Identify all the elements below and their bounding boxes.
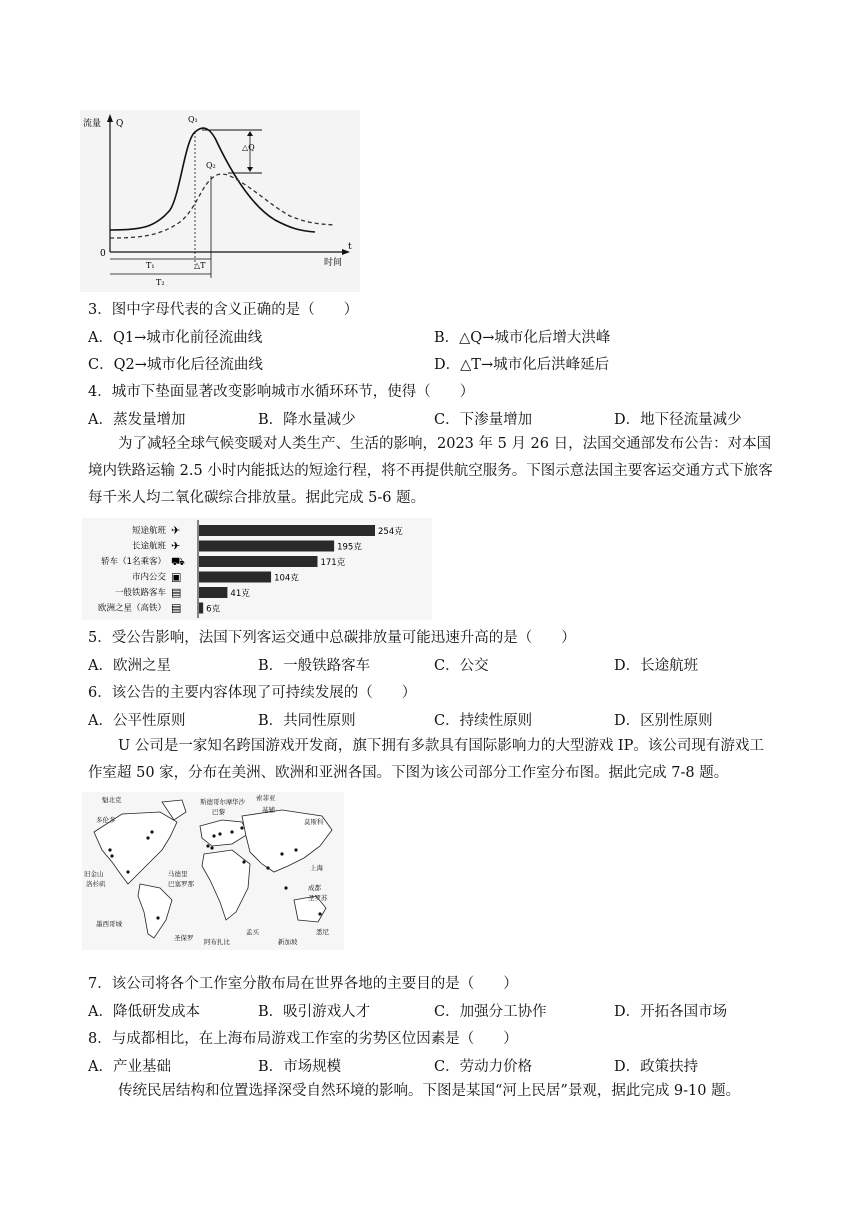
question-4-stem: 4．城市下垫面显著改变影响城市水循环环节，使得（ ） — [88, 384, 475, 400]
city-label: 上海 — [310, 864, 323, 872]
q3-option-a: A．Q1→城市化前径流曲线 — [88, 330, 263, 346]
q7-option-b: B．吸引游戏人才 — [258, 1004, 371, 1020]
q4-option-a: A．蒸发量增加 — [88, 412, 186, 428]
bar-value-label: 6克 — [206, 604, 221, 615]
q7-option-a: A．降低研发成本 — [88, 1004, 200, 1020]
city-label: 成都 — [308, 884, 321, 892]
city-label: 圣罗苏 — [308, 894, 328, 902]
city-label: 墨西哥城 — [96, 920, 122, 928]
bar-value-label: 195克 — [337, 542, 362, 553]
q6-option-a: A．公平性原则 — [88, 713, 186, 729]
bar — [199, 572, 271, 583]
t1-label: T₁ — [146, 261, 155, 270]
y-axis-label: 流量 — [83, 119, 102, 129]
bar-category-label: 欧洲之星（高铁） — [97, 603, 166, 614]
bus-icon: ▣ — [171, 570, 182, 584]
question-7-stem: 7．该公司将各个工作室分散布局在世界各地的主要目的是（ ） — [88, 976, 518, 992]
city-label: 巴黎 — [212, 808, 225, 816]
intro-7-8: U 公司是一家知名跨国游戏开发商，旗下拥有多款具有国际影响力的大型游戏 IP。该公司现有游戏工作室超 50 家，分布在美洲、欧洲和亚洲各国。下图为该公司部分工作室分布图。据此完成 7-8 题。 — [88, 738, 764, 781]
delta-t-label: △T — [194, 261, 206, 270]
question-6-stem: 6．该公告的主要内容体现了可持续发展的（ ） — [88, 685, 417, 701]
city-label: 华沙 — [232, 798, 245, 806]
bar — [199, 556, 317, 567]
q6-option-c: C．持续性原则 — [434, 713, 533, 729]
x-axis-label: 时间 — [324, 258, 343, 268]
bar-value-label: 171克 — [320, 558, 346, 568]
intro-5-6: 为了减轻全球气候变暖对人类生产、生活的影响，2023 年 5 月 26 日，法国交通部发布公告：对本国境内铁路运输 2.5 小时内能抵达的短途行程，将不再提供航空服务。下图示意法国主要客运交通方式下旅客每千米人均二氧化碳综合排放量。据此完成 5-6 题。 — [88, 436, 773, 506]
origin-label: 0 — [100, 249, 106, 259]
city-label: 马德里 — [168, 870, 188, 878]
city-label: 悉尼 — [316, 928, 329, 936]
city-label: 圣保罗 — [174, 934, 194, 942]
bar-value-label: 41克 — [230, 589, 250, 599]
city-label: 旧金山 — [84, 870, 104, 878]
train-icon: ▤ — [171, 586, 182, 599]
city-label: 新加坡 — [278, 938, 298, 946]
bar-value-label: 254克 — [378, 527, 403, 537]
city-label: 孟买 — [246, 928, 259, 936]
bar-category-label: 轿车（1名乘客） — [101, 557, 166, 567]
airplane-icon: ✈ — [171, 524, 181, 537]
bar-category-label: 短途航班 — [131, 526, 166, 536]
q5-option-a: A．欧洲之星 — [88, 658, 171, 674]
q5-option-b: B．一般铁路客车 — [258, 658, 371, 674]
bar — [199, 587, 227, 598]
question-8-stem: 8．与成都相比，在上海布局游戏工作室的劣势区位因素是（ ） — [88, 1031, 518, 1047]
bar — [199, 525, 375, 536]
bar-category-label: 长途航班 — [131, 541, 166, 552]
runoff-hydrograph — [80, 110, 360, 292]
delta-q-label: △Q — [242, 143, 255, 152]
bar-category-label: 市内公交 — [131, 572, 166, 583]
city-label: 巴塞罗那 — [168, 880, 194, 888]
studio-world-map — [82, 792, 344, 950]
q8-option-a: A．产业基础 — [88, 1059, 171, 1075]
bar — [199, 603, 203, 614]
co2-emission-bar-chart — [82, 518, 432, 620]
city-label: 基辅 — [262, 806, 275, 814]
q3-option-d: D．△T→城市化后洪峰延后 — [434, 357, 610, 373]
q4-option-d: D．地下径流量减少 — [614, 412, 742, 428]
city-label: 索菲亚 — [256, 794, 276, 802]
q7-option-c: C．加强分工协作 — [434, 1004, 547, 1020]
bar — [199, 541, 334, 552]
q6-option-b: B．共同性原则 — [258, 713, 356, 729]
high-speed-train-icon: ▤ — [171, 601, 182, 615]
intro-9-10: 传统民居结构和位置选择深受自然环境的影响。下图是某国“河上民居”景观，据此完成 9-10 题。 — [118, 1083, 741, 1099]
q3-option-c: C．Q2→城市化后径流曲线 — [88, 357, 263, 373]
y-symbol: Q — [116, 119, 124, 129]
q2-label: Q₂ — [206, 161, 216, 170]
question-3-stem: 3．图中字母代表的含义正确的是（ ） — [88, 302, 359, 318]
q1-label: Q₁ — [188, 115, 198, 124]
q5-option-c: C．公交 — [434, 658, 489, 674]
city-label: 洛杉矶 — [86, 880, 106, 888]
airplane-icon: ✈ — [171, 539, 181, 553]
q6-option-d: D．区别性原则 — [614, 713, 713, 729]
x-symbol: t — [348, 242, 352, 252]
city-label: 多伦多 — [96, 816, 116, 824]
q8-option-d: D．政策扶持 — [614, 1059, 699, 1075]
car-icon: ⛟ — [171, 555, 185, 568]
city-label: 阿布扎比 — [204, 938, 230, 946]
q5-option-d: D．长途航班 — [614, 658, 699, 674]
q3-option-b: B．△Q→城市化后增大洪峰 — [434, 330, 611, 346]
q7-option-d: D．开拓各国市场 — [614, 1004, 728, 1020]
city-label: 莫斯科 — [304, 818, 324, 826]
t2-label: T₂ — [156, 278, 165, 287]
q8-option-b: B．市场规模 — [258, 1059, 342, 1075]
city-label: 斯德哥尔摩 — [200, 798, 233, 806]
q4-option-b: B．降水量减少 — [258, 412, 356, 428]
bar-category-label: 一般铁路客车 — [114, 588, 166, 598]
city-label: 魁北克 — [102, 796, 122, 804]
bar-value-label: 104克 — [274, 573, 299, 584]
q8-option-c: C．劳动力价格 — [434, 1059, 533, 1075]
question-5-stem: 5．受公告影响，法国下列客运交通中总碳排放量可能迅速升高的是（ ） — [88, 630, 576, 646]
q4-option-c: C．下渗量增加 — [434, 412, 533, 428]
